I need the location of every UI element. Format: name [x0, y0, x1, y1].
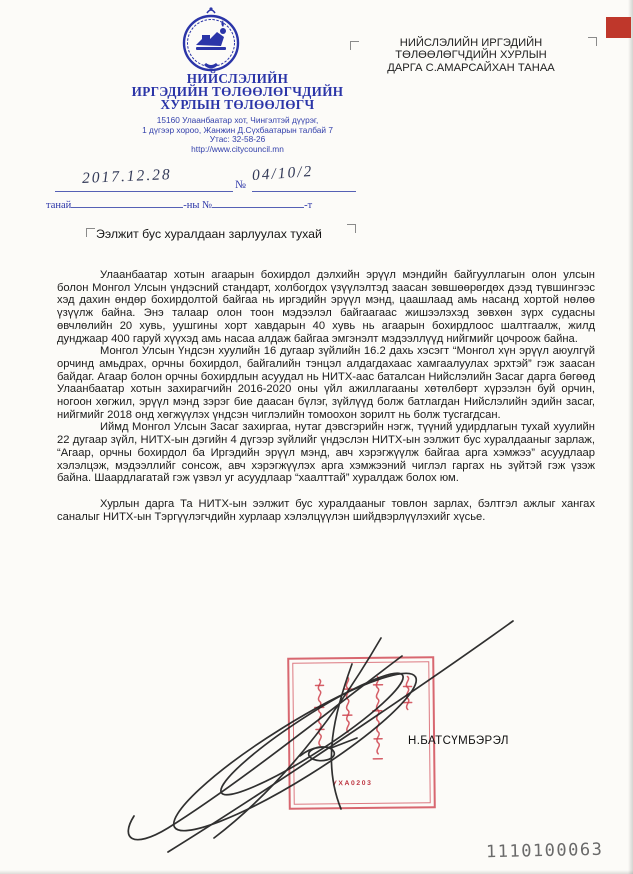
corner-mark-icon [86, 228, 95, 237]
recipient-line: ТӨЛӨӨЛӨГЧДИЙН ХУРЛЫН [395, 49, 547, 62]
letter-body [57, 269, 595, 523]
number-underline [252, 191, 356, 192]
stamped-serial-number: 1110100063 [485, 839, 604, 863]
handwritten-date: 2017.12.28 [81, 166, 173, 187]
reply-prefix: танай [46, 200, 72, 211]
number-sign-label: № [235, 179, 246, 191]
letterhead-org-name [105, 73, 370, 112]
reply-blank [71, 196, 183, 208]
body-paragraph: Улаанбаатар хотын агаарын бохирдол дэлхийн эрүүл мэндийн байгууллагын олон улсын болон Монгол Улсын үндэсний стандарт, холбогдох үзүүлэлтэд заасан зөвшөөрөгдөх дээд түвшингээс хэд дахин өндөр бохирдолтой байгаа нь иргэдийн эрүүл мэнд, цаашлаад амь насанд хортой нөлөө үзүүлж байна. Энэ талаар олон тоон мэдээлэл байгаагаас жишээлэхэд зөвхөн зүрх судасны өвчлөлийн 20 хувь, уушгины хорт хавдарын 40 хувь нь агаарын бохирдлоос шалтгаалж, жилд дунджаар 400 гаруй хүүхэд амь насаа алдаж байгаа эмгэнэлт мэдээллүүд нийгмийг цочроож байна. [57, 269, 595, 345]
subject-line: Ээлжит бус хуралдаан зарлуулах тухай [96, 227, 322, 241]
body-paragraph: Хурлын дарга Та НИТХ-ын ээлжит бус хуралдааныг товлон зарлах, бэлтгэл ажлыг хангах саналыг НИТХ-ын Тэргүүлэгчдийн хурлаар хэлэлцүүлэн шийдвэрлүүлэхийг хүсье. [57, 497, 595, 523]
address-line: Утас: 32-58-26 [209, 134, 266, 145]
org-line: ХУРЛЫН ТӨЛӨӨЛӨГЧ [160, 96, 315, 112]
reply-suffix: -т [304, 200, 313, 211]
reply-reference-row [46, 196, 312, 211]
handwritten-doc-number: 04/10/2 [251, 162, 314, 185]
signer-name: Н.БАТСҮМБЭРЭЛ [408, 735, 509, 747]
recipient-line: ДАРГА С.АМАРСАЙХАН ТАНАА [387, 61, 555, 74]
org-line: НИЙСЛЭЛИЙН [186, 71, 289, 86]
address-line: 15160 Улаанбаатар хот, Чингэлтэй дүүрэг, [156, 115, 319, 125]
red-corner-mark [606, 17, 631, 38]
reply-blank [212, 196, 304, 208]
body-paragraph: Монгол Улсын Үндсэн хуулийн 16 дугаар зүйлийн 16.2 дахь хэсэгт “Монгол хүн эрүүл аюулгүй орчинд амьдрах, орчны бохирдол, байгалийн тэнцэл алдагдахаас хамгаалуулах эрхтэй” гэж заасан байдаг. Агаар болон орчны бохирдлын асуудал нь НИТХ-аас баталсан Нийслэлийн Засаг дарга бөгөөд Улаанбаатар хотын захирагчийн 2016-2020 оны үйл ажиллагааны хөтөлбөрт хүрээлэн буй орчин, ногоон хөгжил, эрүүл мэнд зэрэг бие даасан бүлэг, зүйлүүд болж батлагдан Нийслэлийн эдийн засаг, нийгмийг 2018 онд хөгжүүлэх үндсэн чиглэлийн томоохон зорилт нь болж тусгагдсан. [57, 345, 595, 421]
address-line: 1 дүгээр хороо, Жанжин Д.Сүхбаатарын талбай 7 [142, 124, 333, 135]
city-emblem-icon [178, 5, 244, 75]
recipient-line: НИЙСЛЭЛИЙН ИРГЭДИЙН [399, 37, 543, 49]
date-underline [55, 191, 233, 192]
reply-mid: -ны № [183, 200, 213, 211]
corner-mark-icon [588, 37, 597, 46]
website-url: http://www.citycouncil.mn [191, 143, 284, 154]
signature-ink-icon [0, 600, 633, 874]
org-line: ИРГЭДИЙН ТӨЛӨӨЛӨГЧДИЙН [131, 83, 344, 99]
recipient-block [358, 37, 584, 74]
letterhead-address [105, 116, 370, 154]
corner-mark-icon [347, 224, 356, 233]
body-paragraph: Иймд Монгол Улсын Засаг захиргаа, нутаг дэвсгэрийн нэгж, түүний удирдлагын тухай хуулийн 22 дугаар зүйл, НИТХ-ын дэгийн 4 дүгээр зүйлийг үндэслэн НИТХ-ын ээлжит бус хуралдааныг зарлаж, “Агаар, орчны бохирдол ба Иргэдийн эрүүл мэнд, авч хэрэгжүүлж байгаа арга хэмжээ” асуудлаар хэлэлцэж, мэдээллийг сонсож, авч хэрэгжүүлэх арга хэмжээний чиглэл гаргах нь зүйтэй гэж үзэж байна. Шаардлагатай гэж үзвэл уг асуудлаар “хаалттай” хуралдаж болох юм. [57, 421, 595, 485]
stamp-code: УХА0203 [332, 779, 373, 788]
